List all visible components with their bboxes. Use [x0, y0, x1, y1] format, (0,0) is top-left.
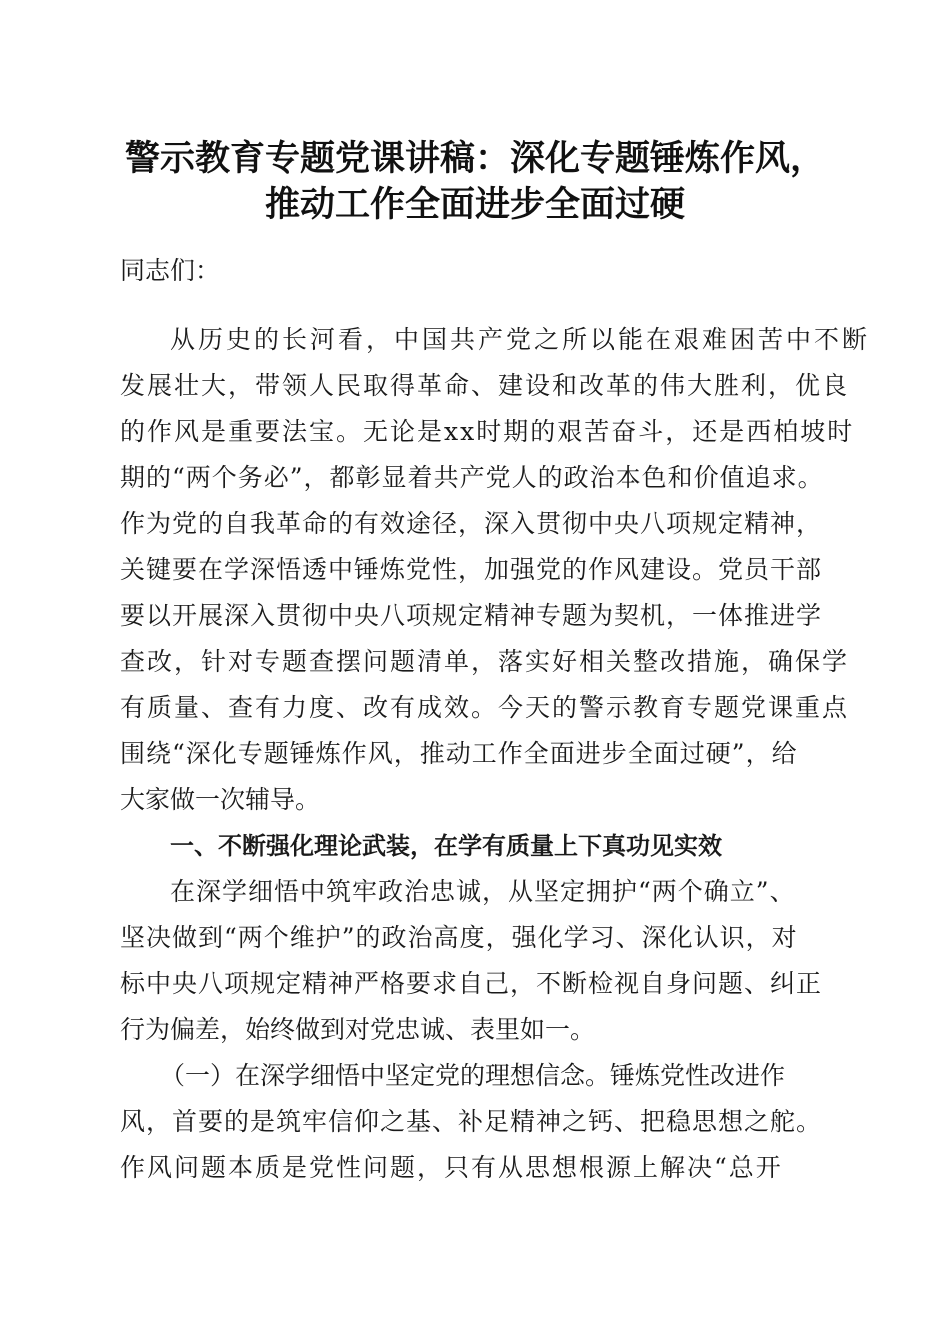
intro-line: 大家做一次辅导。: [120, 785, 321, 814]
intro-line: 要以开展深入贯彻中央八项规定精神专题为契机，一体推进学: [120, 601, 823, 630]
section-line: 在深学细悟中筑牢政治忠诚，从坚定拥护“两个确立”、: [170, 877, 796, 906]
subsection-line: 风，首要的是筑牢信仰之基、补足精神之钙、把稳思想之舵。: [120, 1107, 823, 1136]
intro-line: 有质量、查有力度、改有成效。今天的警示教育专题党课重点: [120, 693, 850, 722]
section-line: 标中央八项规定精神严格要求自己，不断检视自身问题、纠正: [120, 969, 823, 998]
section-heading: 一、不断强化理论武装，在学有质量上下真功见实效: [170, 832, 722, 860]
greeting: 同志们：: [120, 256, 221, 285]
intro-line: 期的“两个务必”，都彰显着共产党人的政治本色和价值追求。: [120, 463, 824, 492]
document-title-line-1: 警示教育专题党课讲稿：深化专题锤炼作风，: [124, 138, 825, 179]
intro-line: 的作风是重要法宝。无论是xx时期的艰苦奋斗，还是西柏坡时: [120, 417, 855, 446]
intro-line: 从历史的长河看，中国共产党之所以能在艰难困苦中不断: [170, 325, 871, 354]
intro-line: 查改，针对专题查摆问题清单，落实好相关整改措施，确保学: [120, 647, 850, 676]
subsection-line: 作风问题本质是党性问题，只有从思想根源上解决“总开: [120, 1153, 783, 1182]
intro-line: 围绕“深化专题锤炼作风，推动工作全面进步全面过硬”，给: [120, 739, 798, 768]
subsection-line: （一）在深学细悟中坚定党的理想信念。锤炼党性改进作: [160, 1061, 786, 1090]
intro-line: 关键要在学深悟透中锤炼党性，加强党的作风建设。党员干部: [120, 555, 823, 584]
intro-line: 作为党的自我革命的有效途径，深入贯彻中央八项规定精神，: [120, 509, 823, 538]
document-title-line-2: 推动工作全面进步全面过硬: [264, 184, 685, 225]
section-line: 坚决做到“两个维护”的政治高度，强化学习、深化认识，对: [120, 923, 798, 952]
intro-line: 发展壮大，带领人民取得革命、建设和改革的伟大胜利，优良: [120, 371, 850, 400]
section-line: 行为偏差，始终做到对党忠诚、表里如一。: [120, 1015, 596, 1044]
